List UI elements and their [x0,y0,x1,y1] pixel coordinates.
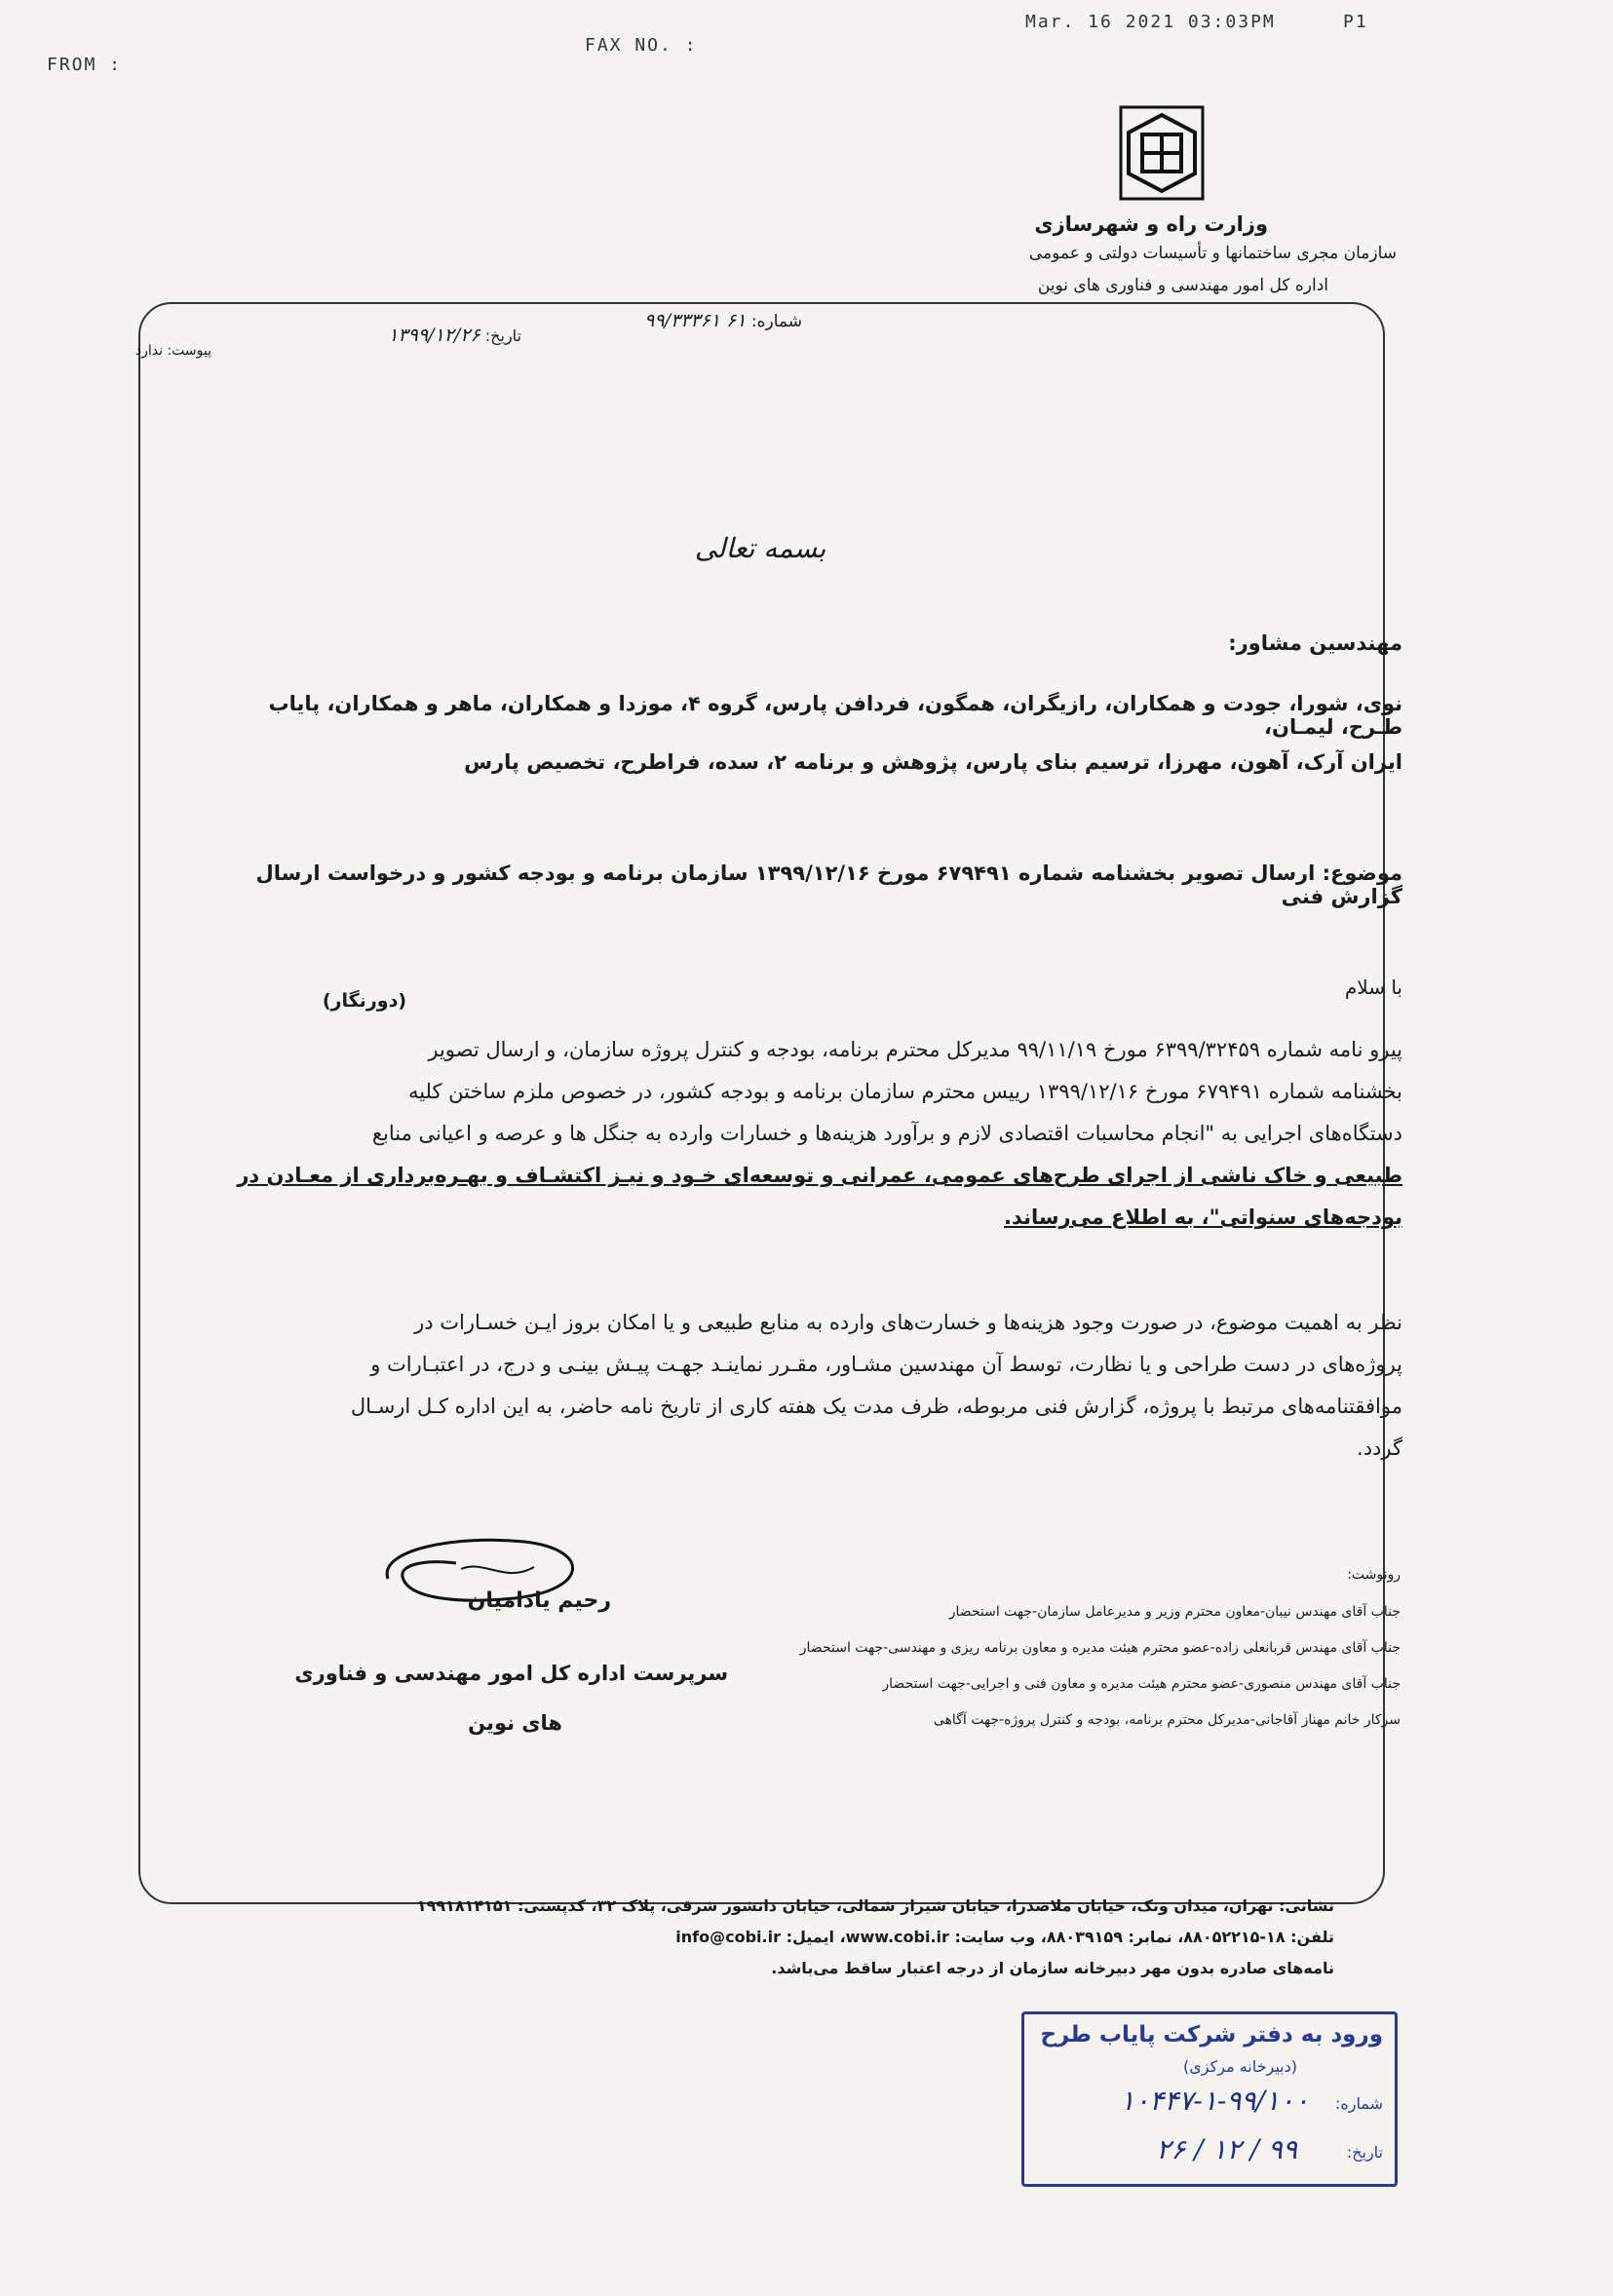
addressee-line-1: نوی، شورا، جودت و همکاران، رازیگران، همگون، فردافن پارس، گروه ۴، موزدا و همکاران، ماهر و همکاران، پایاب طـرح، لیمـان، [268,692,1402,739]
cc-list [699,1600,1401,1744]
paragraph-1-line-1: پیرو نامه شماره ۶۳۹۹/۳۲۴۵۹ مورخ ۹۹/۱۱/۱۹ مدیرکل محترم برنامه، بودجه و کنترل پروژه سازمان، و ارسال تصویر [428,1038,1402,1061]
subject-line-2: (دورنگار) [322,990,406,1012]
paragraph-1 [194,1029,1402,1239]
paragraph-1-line-4: طبیعی و خاک ناشی از اجرای طرح‌های عمومی، عمرانی و توسعه‌ای خـود و نیـز اکتشـاف و بهـره‌برداری از معـادن در [237,1164,1402,1187]
fax-number: FAX NO. : [585,35,698,56]
paragraph-1-line-3: دستگاه‌های اجرایی به "انجام محاسبات اقتصادی لازم و برآورد هزینه‌ها و خسارات وارده به جنگل ها و عرصه و اعیانی منابع [371,1122,1402,1145]
cc-item: جناب آقای مهندس قربانعلی زاده-عضو محترم هیئت مدیره و معاون برنامه ریزی و مهندسی-جهت استحضار [799,1640,1401,1656]
fax-timestamp: Mar. 16 2021 03:03PM [1025,12,1276,32]
ministry-name: وزارت راه و شهرسازی [1034,212,1268,236]
fax-from: FROM : [47,55,123,75]
footer-address: نشانی: تهران، میدان ونک، خیابان ملاصدرا، خیابان شیراز شمالی، خیابان دانشور شرقی، پلاک ۳۲، کدپستی: ۱۹۹۱۸۱۴۱۵۱ [416,1896,1334,1915]
greeting: با سلام [1344,976,1402,999]
stamp-number-value: ۱۰۴۴۷-۱-۹۹/۱۰۰ [1120,2085,1309,2117]
letter-attachment [135,343,211,359]
paragraph-2 [194,1302,1402,1470]
cc-item: جناب آقای مهندس نیبان-معاون محترم وزیر و مدیرعامل سازمان-جهت استحضار [948,1604,1401,1620]
cc-item: جناب آقای مهندس منصوری-عضو محترم هیئت مدیره و معاون فنی و اجرایی-جهت استحضار [882,1676,1401,1692]
department-name: اداره کل امور مهندسی و فناوری های نوین [1037,276,1328,295]
letter-number-label: شماره: [750,312,802,331]
letter-date-value: ۱۳۹۹/۱۲/۲۶ [388,325,480,346]
stamp-date-label: تاریخ: [1346,2143,1383,2162]
paragraph-1-line-2: بخشنامه شماره ۶۷۹۴۹۱ مورخ ۱۳۹۹/۱۲/۱۶ رییس محترم سازمان برنامه و بودجه کشور، در خصوص ملزم ساختن کلیه [407,1080,1402,1103]
entry-stamp [1021,2011,1398,2187]
stamp-subtitle: (دبیرخانه مرکزی) [1183,2057,1297,2076]
basmala: بسمه تعالی [694,532,826,564]
ministry-logo-icon [1119,105,1205,201]
letter-attachment-label: پیوست: [167,343,211,359]
paragraph-2-line-3: موافقتنامه‌های مرتبط با پروژه، گزارش فنی مربوطه، ظرف مدت یک هفته کاری از تاریخ نامه حاضر، به این اداره کـل ارسـال [350,1395,1402,1418]
paragraph-2-line-2: پروژه‌های در دست طراحی و یا نظارت، توسط آن مهندسین مشـاور، مقـرر نماینـد جهـت پیـش بینـی و درج، در اعتبـارات و [370,1353,1402,1376]
letter-date-label: تاریخ: [484,326,521,345]
paragraph-2-line-1: نظر به اهمیت موضوع، در صورت وجود هزینه‌ها و خسارت‌های وارده به منابع طبیعی و یا امکان بروز ایـن خسـارات در [414,1311,1402,1334]
paragraph-1-line-5: بودجه‌های سنواتی"، به اطلاع می‌رساند. [1003,1205,1402,1229]
stamp-date-value: ۹۹ / ۱۲ / ۲۶ [1156,2133,1297,2165]
letter-attachment-value: ندارد [134,343,163,359]
paragraph-2-line-4: گردد. [1357,1436,1402,1460]
fax-page: P1 [1343,12,1368,32]
signer-title-line-1: سرپرست اداره کل امور مهندسی و فناوری [294,1662,728,1685]
addressee-title: مهندسین مشاور: [1228,631,1402,655]
addressee-line-2: ایران آرک، آهون، مهرزا، ترسیم بنای پارس، پژوهش و برنامه ۲، سده، فراطرح، تخصیص پارس [464,750,1402,774]
stamp-title: ورود به دفتر شرکت پایاب طرح [1040,2022,1383,2047]
stamp-number-label: شماره: [1334,2094,1383,2113]
letter-number [644,310,802,331]
footer-note: نامه‌های صادره بدون مهر دبیرخانه سازمان از درجه اعتبار ساقط می‌باشد. [771,1959,1334,1977]
footer-contact: تلفن: ۱۸-۸۸۰۵۲۲۱۵، نمابر: ۸۸۰۳۹۱۵۹، وب سایت: www.cobi.ir، ایمیل: info@cobi.ir [675,1928,1334,1946]
subject-line-1: موضوع: ارسال تصویر بخشنامه شماره ۶۷۹۴۹۱ مورخ ۱۳۹۹/۱۲/۱۶ سازمان برنامه و بودجه کشور و درخواست ارسال گزارش فنی [255,861,1402,908]
signer-name: رحیم یادامیان [467,1588,611,1613]
cc-label: رونوشت: [1347,1567,1401,1583]
signer-title-line-2: های نوین [468,1711,562,1735]
letter-date [388,325,521,346]
letter-number-value: ۶۱ ۹۹/۳۳۳۶۱ [644,310,747,331]
organization-name: سازمان مجری ساختمانها و تأسیسات دولتی و عمومی [1028,244,1397,263]
cc-item: سرکار خانم مهناز آقاجانی-مدیرکل محترم برنامه، بودجه و کنترل پروژه-جهت آگاهی [933,1712,1401,1728]
